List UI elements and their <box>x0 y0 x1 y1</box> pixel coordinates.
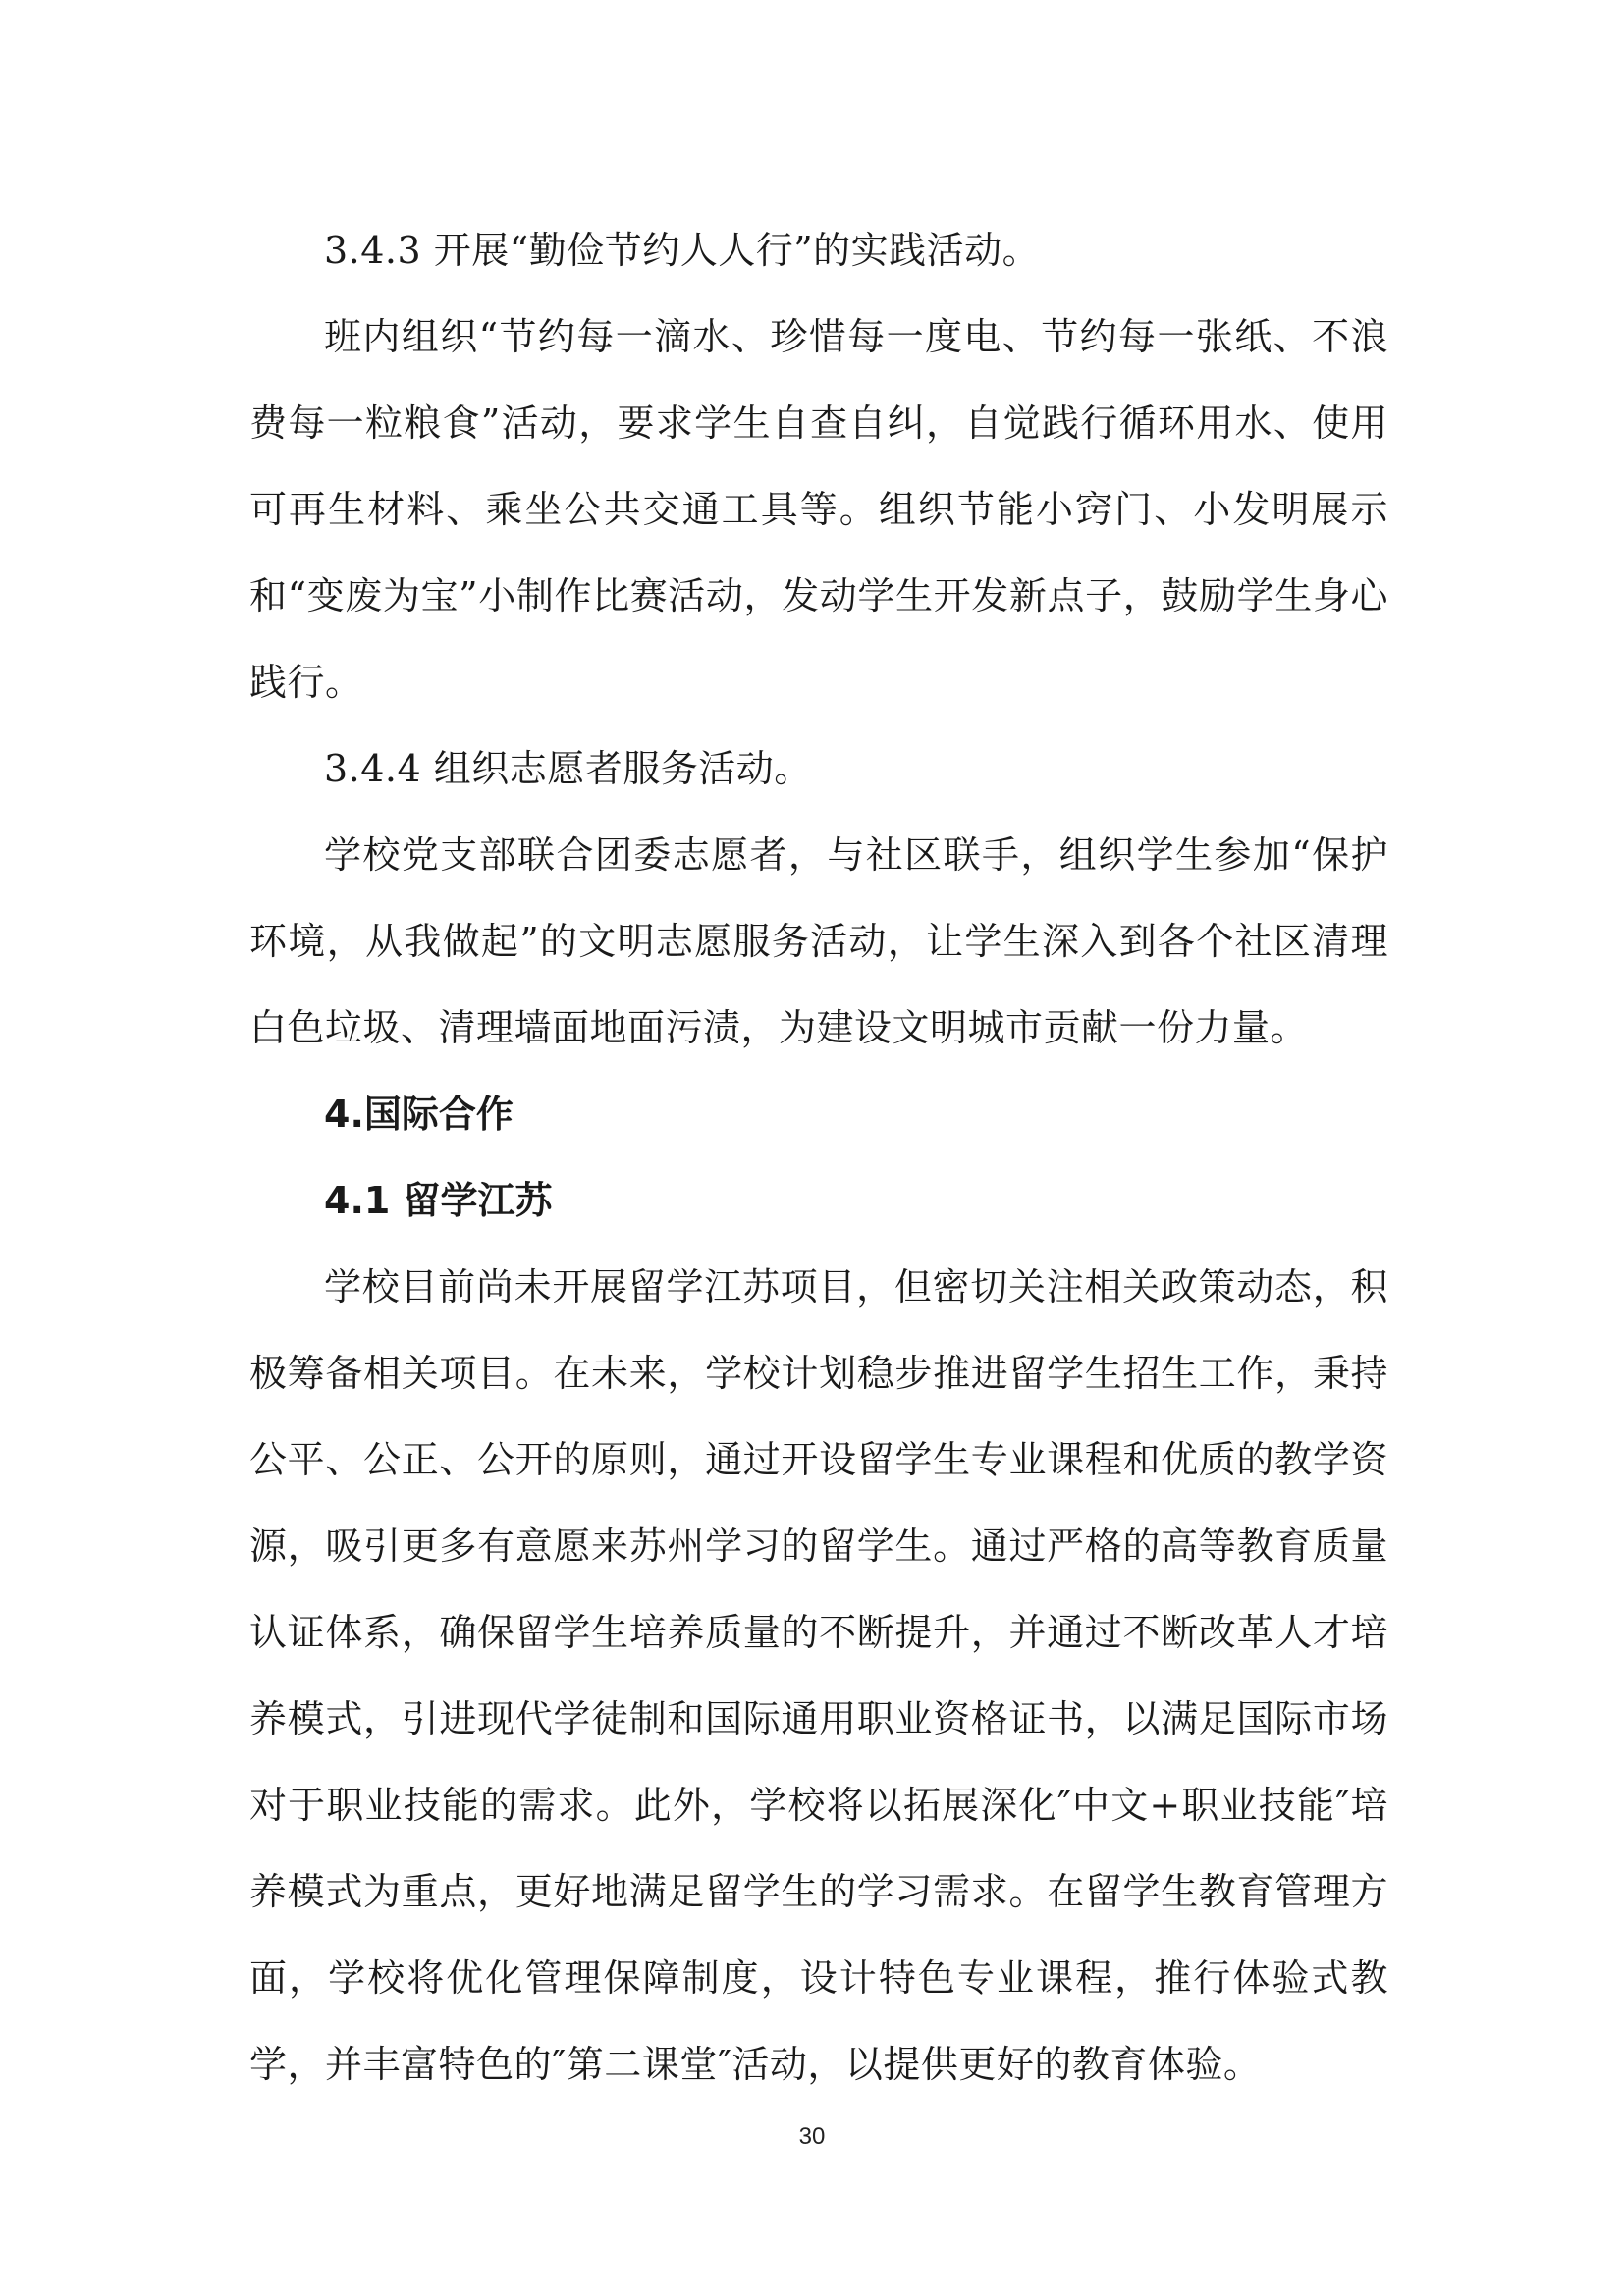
subsection-3-4-3-title: 3.4.3 开展“勤俭节约人人行”的实践活动。 <box>324 229 1041 272</box>
section-4-1-heading: 4.1 留学江苏 <box>324 1179 553 1222</box>
page-body <box>249 207 1388 2108</box>
subsection-3-4-4-title: 3.4.4 组织志愿者服务活动。 <box>324 747 812 790</box>
subsection-3-4-3-body: 班内组织“节约每一滴水、珍惜每一度电、节约每一张纸、不浪费每一粒粮食”活动，要求学生自查自纠，自觉践行循环用水、使用可再生材料、乘坐公共交通工具等。组织节能小窍门、小发明展示和“变废为宝”小制作比赛活动，发动学生开发新点子，鼓励学生身心践行。 <box>249 315 1388 704</box>
page-number: 30 <box>798 2123 826 2150</box>
subsection-3-4-4-body: 学校党支部联合团委志愿者，与社区联手，组织学生参加“保护环境，从我做起”的文明志愿服务活动，让学生深入到各个社区清理白色垃圾、清理墙面地面污渍，为建设文明城市贡献一份力量。 <box>249 833 1388 1049</box>
section-4-heading: 4.国际合作 <box>324 1093 514 1136</box>
section-4-1-body: 学校目前尚未开展留学江苏项目，但密切关注相关政策动态，积极筹备相关项目。在未来，学校计划稳步推进留学生招生工作，秉持公平、公正、公开的原则，通过开设留学生专业课程和优质的教学资源，吸引更多有意愿来苏州学习的留学生。通过严格的高等教育质量认证体系，确保留学生培养质量的不断提升，并通过不断改革人才培养模式，引进现代学徒制和国际通用职业资格证书，以满足国际市场对于职业技能的需求。此外，学校将以拓展深化″中文+职业技能″培养模式为重点，更好地满足留学生的学习需求。在留学生教育管理方面，学校将优化管理保障制度，设计特色专业课程，推行体验式教学，并丰富特色的″第二课堂″活动，以提供更好的教育体验。 <box>249 1265 1388 2086</box>
